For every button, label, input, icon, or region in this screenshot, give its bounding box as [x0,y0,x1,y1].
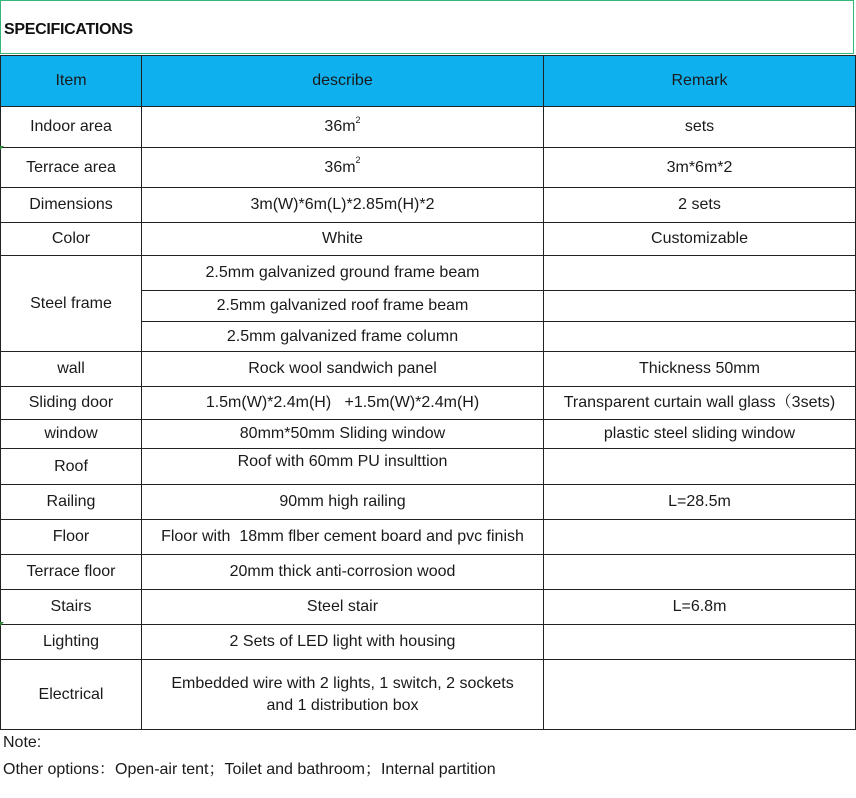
cell-item: Railing [1,485,142,520]
table-row [1,660,856,730]
cell-describe: Rock wool sandwich panel [142,352,544,387]
cell-describe: $36m^2$ [142,148,544,188]
cell-describe: $36m^2$ [142,107,544,148]
cell-describe: 2.5mm galvanized ground frame beam [142,256,544,291]
table-header-row [1,56,856,107]
cell-item: Steel frame [1,256,142,352]
cell-marker [0,622,4,626]
cell-remark: plastic steel sliding window [544,420,856,449]
cell-marker [0,146,4,150]
cell-item: wall [1,352,142,387]
cell-item: Terrace floor [1,555,142,590]
table-row [1,590,856,625]
specifications-table [0,55,856,730]
note-label: Note: [3,734,42,751]
cell-remark [544,291,856,322]
cell-remark: sets [544,107,856,148]
table-row [1,256,856,291]
cell-remark [544,322,856,352]
header-describe: describe [142,56,544,107]
header-item: Item [1,56,142,107]
cell-describe: 80mm*50mm Sliding window [142,420,544,449]
table-row [1,387,856,420]
cell-item: Indoor area [1,107,142,148]
cell-remark [544,520,856,555]
table-row [1,223,856,256]
table-row [1,555,856,590]
table-row [1,420,856,449]
cell-item: Roof [1,449,142,485]
cell-describe: Embedded wire with 2 lights, 1 switch, 2 sockets and 1 distribution box [142,660,544,730]
table-row [1,625,856,660]
cell-describe: Steel stair [142,590,544,625]
cell-remark: L=6.8m [544,590,856,625]
cell-item: Terrace area [1,148,142,188]
cell-remark [544,660,856,730]
cell-describe: 2 Sets of LED light with housing [142,625,544,660]
cell-remark: 3m*6m*2 [544,148,856,188]
cell-item: Floor [1,520,142,555]
cell-item: Lighting [1,625,142,660]
table-row [1,107,856,148]
table-row [1,352,856,387]
cell-remark: 2 sets [544,188,856,223]
table-row [1,449,856,485]
cell-remark [544,449,856,485]
cell-remark: Transparent curtain wall glass（3sets) [544,387,856,420]
title-box [0,0,854,54]
cell-describe: 3m(W)*6m(L)*2.85m(H)*2 [142,188,544,223]
cell-remark: Customizable [544,223,856,256]
cell-describe: White [142,223,544,256]
note-text: Other options：Open-air tent；Toilet and bathroom；Internal partition [3,761,496,778]
table-row [1,148,856,188]
header-remark: Remark [544,56,856,107]
cell-describe: Roof with 60mm PU insulttion [142,449,544,485]
cell-remark: L=28.5m [544,485,856,520]
cell-describe: 20mm thick anti-corrosion wood [142,555,544,590]
cell-item: window [1,420,142,449]
cell-describe: 90mm high railing [142,485,544,520]
table-row [1,485,856,520]
table-row [1,520,856,555]
cell-item: Stairs [1,590,142,625]
cell-describe: 2.5mm galvanized roof frame beam [142,291,544,322]
cell-describe: 1.5m(W)*2.4m(H) +1.5m(W)*2.4m(H) [142,387,544,420]
cell-remark [544,625,856,660]
cell-item: Electrical [1,660,142,730]
cell-remark [544,555,856,590]
cell-item: Color [1,223,142,256]
cell-describe: Floor with 18mm flber cement board and pvc finish [142,520,544,555]
page-title: SPECIFICATIONS [4,21,133,38]
cell-item: Dimensions [1,188,142,223]
cell-item: Sliding door [1,387,142,420]
cell-describe: 2.5mm galvanized frame column [142,322,544,352]
cell-remark [544,256,856,291]
table-row [1,188,856,223]
cell-remark: Thickness 50mm [544,352,856,387]
